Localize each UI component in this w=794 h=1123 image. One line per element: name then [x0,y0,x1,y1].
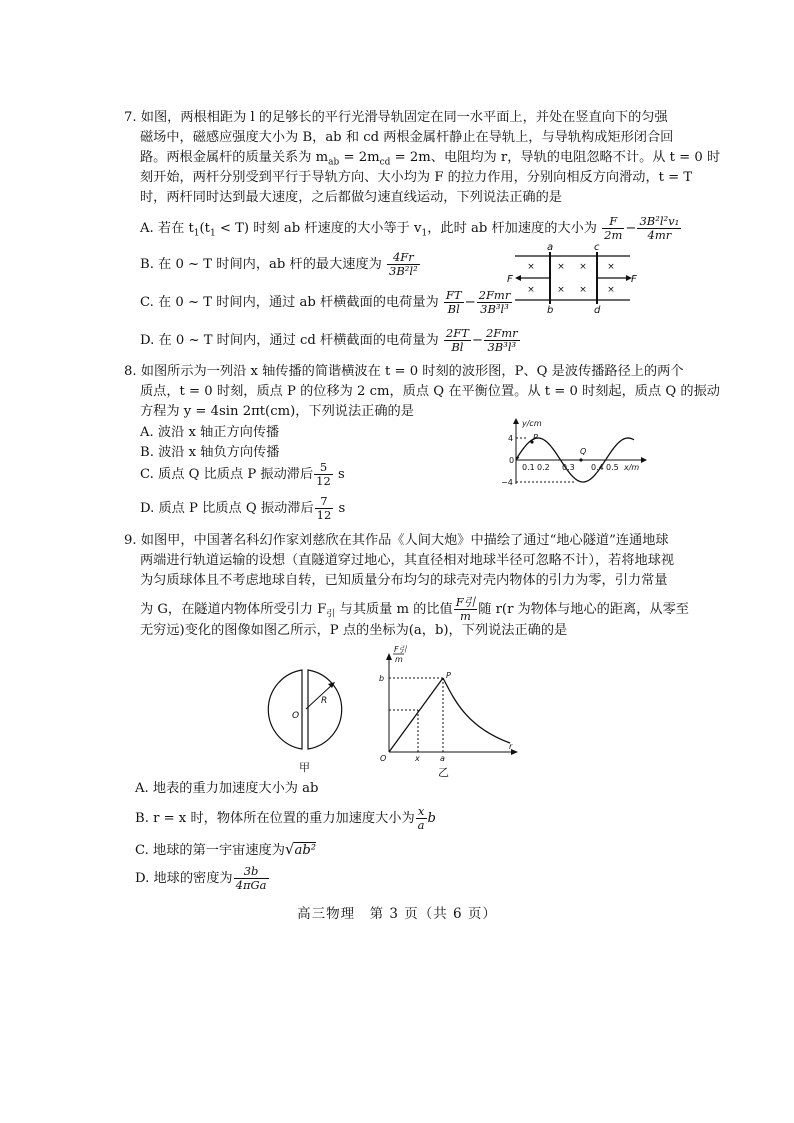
field-mark: × [579,285,587,295]
q7-line-4: 刻开始，两杆分别受到平行于导轨方向、大小均为 F 的拉力作用，分别向相反方向滑动，t = T [140,170,693,185]
caption-yi: 乙 [438,766,449,779]
label-a: a [547,242,554,253]
label-o: O [292,711,300,721]
q7-line-3: 路。两根金属杆的质量关系为 $m_{ab} = 2m_{cd} = 2m$、电阻均为 r，导轨的电阻忽略不计。从 t = 0 时 [140,150,721,168]
q9-line-1: 9. 如图甲，中国著名科幻作家刘慈欣在其作品《人间大炮》中描绘了通过“地心隧道”连通地球 [124,533,669,548]
q8-option-d: D. 质点 P 比质点 Q 振动滞后 $\frac{7}{12}$ s [140,494,346,522]
x-axis-label: x/m [624,463,640,472]
y-arrowhead [513,418,519,424]
q7-line-2: 磁场中，磁感应强度大小为 B，ab 和 cd 两根金属杆静止在导轨上，与导轨构成矩形闭合回 [140,130,674,145]
tick-03: 0.3 [562,463,575,472]
q7-option-c: C. 在 0 ~ T 时间内，通过 ab 杆横截面的电荷量为 $\frac{FT}{Bl}$ − $\frac{\text{2Fmr}}{\text{3B³l³}}$ [140,288,511,316]
q8-option-a: A. 波沿 x 轴正方向传播 [140,425,280,440]
field-mark: × [557,262,565,272]
q9-option-d: D. 地球的密度为 $\frac{3b}{\text{4πGa}}$ [135,864,267,892]
caption-jia: 甲 [299,761,310,774]
radius-line [306,684,333,709]
tick-y4: 4 [508,434,514,443]
q8-line-3: 方程为 y = 4sin 2πt(cm)，下列说法正确的是 [140,404,414,419]
label-x: x [415,754,420,763]
q7-line-5: 时，两杆同时达到最大速度，之后都做匀速直线运动，下列说法正确的是 [140,190,562,205]
field-mark: × [527,285,535,295]
origin-label: 0 [509,456,515,465]
decay-curve [443,678,510,743]
q8-line-1: 8. 如图所示为一列沿 x 轴传播的简谐横波在 t = 0 时刻的波形图，P、Q 是波传播路径上的两个 [124,364,684,379]
point-q [579,458,582,461]
linear-segment [389,678,443,752]
q7-option-a: A. 若在 $t_1(t_1 < T)$ 时刻 ab 杆速度的大小等于 $v_1$，此时 ab 杆加速度的大小为 $\frac{F}{2m}$ − $\frac{\text{3B²l²v₁}}{4mr}$ [140,214,680,242]
q8-line-2: 质点，t = 0 时刻，质点 P 的位移为 2 cm，质点 Q 在平衡位置。从 t = 0 时刻起，质点 Q 的振动 [140,384,720,399]
q8-wave-figure [500,418,650,490]
q8-option-b: B. 波沿 x 轴负方向传播 [140,445,280,460]
label-b: b [379,674,385,683]
label-p: P [533,433,538,442]
earth-left-half [268,670,302,749]
label-o: O [380,754,387,763]
label-d: d [594,305,601,315]
field-mark: × [527,262,535,272]
q9-option-b: B. r = x 时，物体所在位置的重力加速度大小为 $\frac{x}{a}$ b [135,804,436,832]
q9-graph-figure [370,645,520,780]
tick-02: 0.2 [537,463,550,472]
earth-right-half [308,670,342,749]
q7-option-d: D. 在 0 ~ T 时间内，通过 cd 杆横截面的电荷量为 $\frac{2FT}{Bl}$ − $\frac{\text{2Fmr}}{\text{3B³l³}}$ [140,326,518,354]
field-mark: × [607,262,615,272]
g-arrowhead [386,653,392,660]
page-footer: 高三物理 第 3 页（共 6 页） [297,906,497,922]
label-q: Q [580,447,587,456]
q7-option-b: B. 在 0 ~ T 时间内，ab 杆的最大速度为 $\frac{4Fr}{\text{3B²l²}}$ [140,250,418,278]
label-b: b [547,305,554,315]
q9-earth-figure [258,665,353,777]
q8-option-c: C. 质点 Q 比质点 P 振动滞后 $\frac{5}{12}$ s [140,460,345,488]
label-r: r [509,742,513,751]
q7-line-1: 7. 如图，两根相距为 l 的足够长的平行光滑导轨固定在同一水平面上，并处在竖直向下的匀强 [124,110,668,125]
q9-line-3: 为匀质球体且不考虑地球自转，已知质量分布均匀的球壳对壳内物体的引力为零，引力常量 [140,573,668,588]
tick-01: 0.1 [522,463,535,472]
q9-line-2: 两端进行轨道运输的设想（直隧道穿过地心，其直径相对地球半径可忽略不计），若将地球视 [140,553,675,568]
field-mark: × [557,285,565,295]
y-axis-label: y/cm [522,419,542,428]
x-arrowhead [641,457,647,463]
tick-05: 0.5 [606,463,619,472]
label-r: R [321,696,328,706]
q9-line-5: 无穷远)变化的图像如图乙所示，P 点的坐标为(a，b)，下列说法正确的是 [140,623,568,638]
label-f-right: F [631,274,637,285]
y-label-num: F引 [394,645,407,654]
q9-line-4: 为 G，在隧道内物体所受引力 $F_引$ 与其质量 m 的比值 $\frac{\text{F引}}{m}$ 随 r(r 为物体与地心的距离，从零至 [140,595,689,623]
q9-option-c: C. 地球的第一宇宙速度为√ab² [135,840,317,858]
force-arrowhead-left [515,275,521,281]
label-c: c [594,242,600,253]
label-f-left: F [507,274,513,285]
tick-yn4: −4 [501,478,513,487]
y-label-den: m [395,655,403,664]
tick-04: 0.4 [591,463,604,472]
q7-rail-figure [505,240,640,315]
field-mark: × [607,285,615,295]
label-a: a [440,754,445,763]
field-mark: × [579,262,587,272]
q9-option-a: A. 地表的重力加速度大小为 ab [135,781,319,796]
label-p: P [446,671,451,680]
